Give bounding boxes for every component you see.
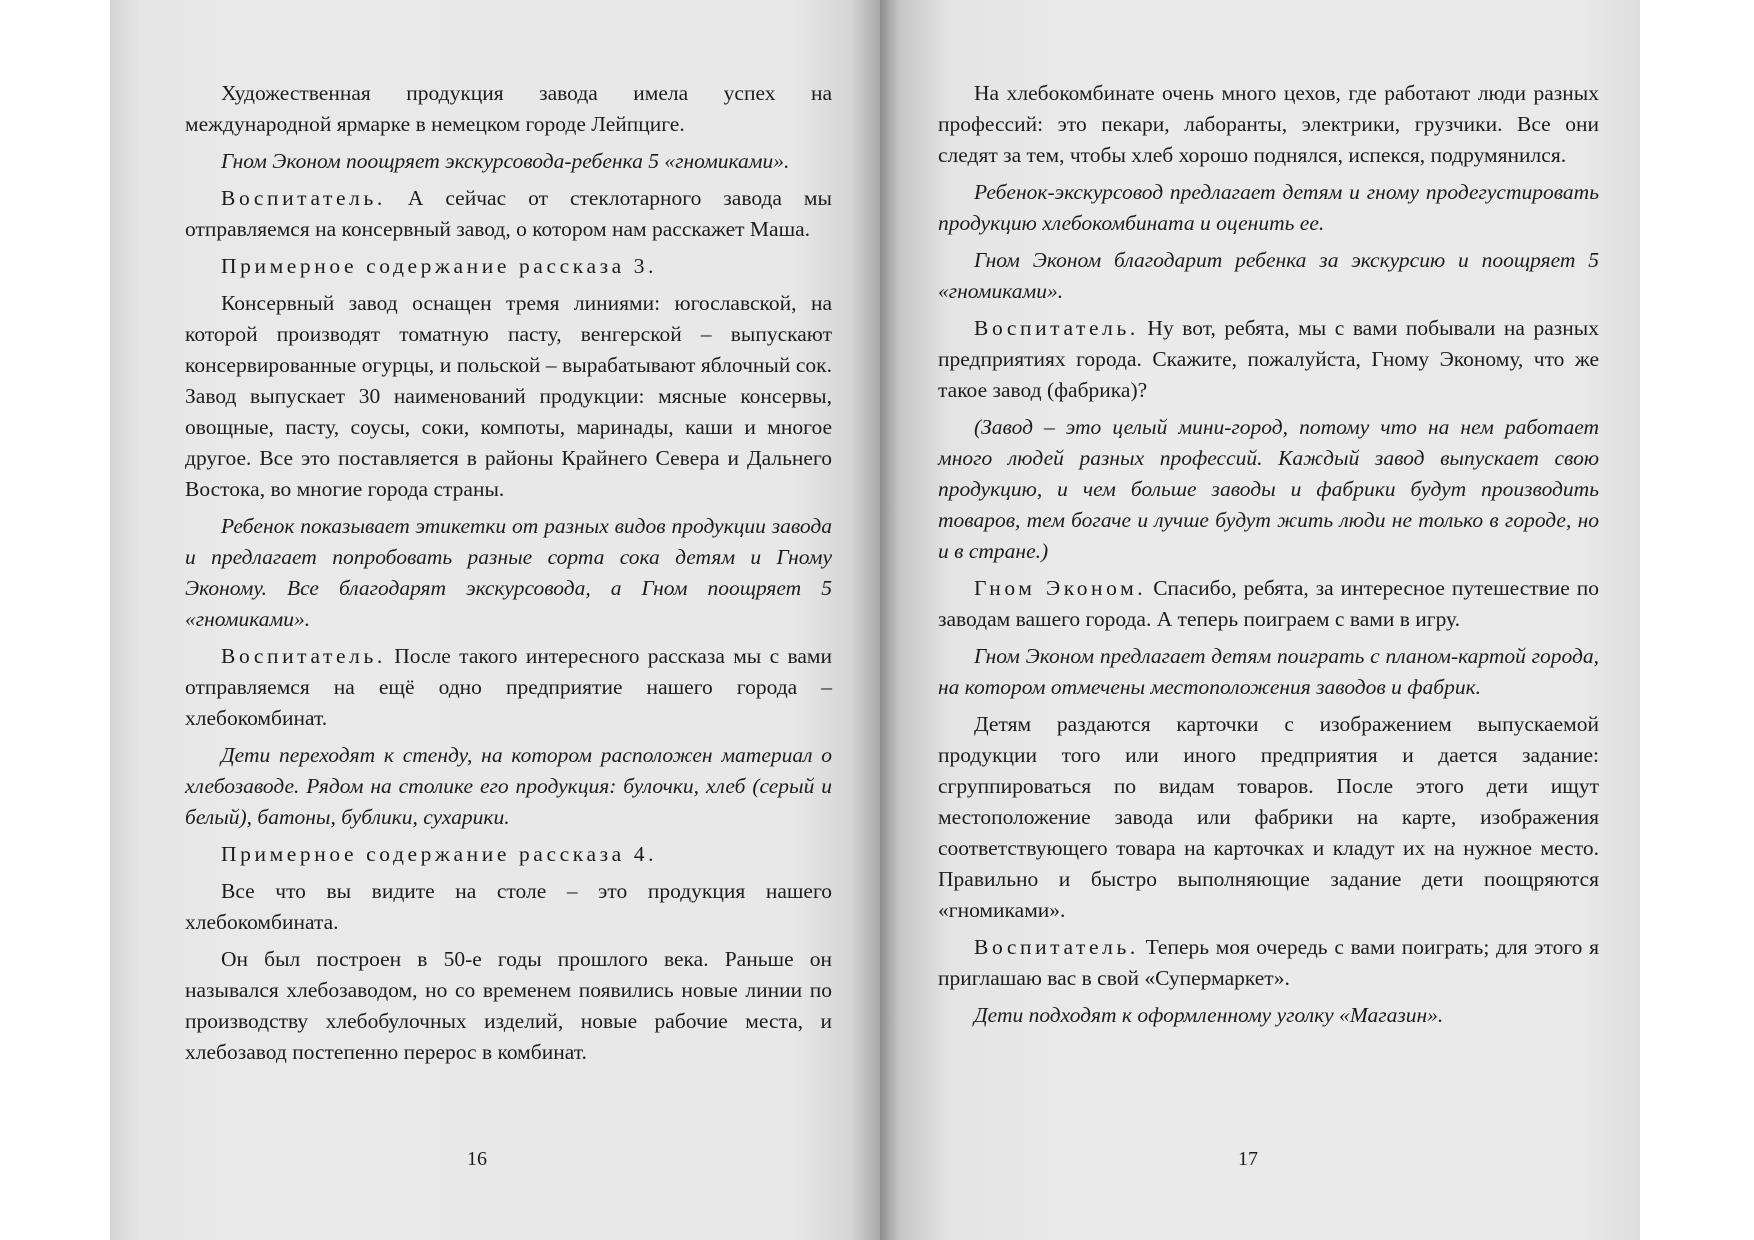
paragraph: Художественная продукция завода имела успех на международной ярмарке в немецком городе Лейпциге. (185, 81, 832, 136)
dialogue-text: Ну вот, ребята, мы с вами побывали на разных предприятиях города. Скажите, пожалуйста, Гному Эконому, что же такое завод (фабрика)? (938, 316, 1599, 402)
dialogue-text: Спасибо, ребята, за интересное путешествие по заводам вашего города. А теперь поиграем с вами в игру. (938, 576, 1599, 631)
paragraph: Консервный завод оснащен тремя линиями: югославской, на которой производят томатную пасту, венгерской – выпускают консервированные огурцы, и польской – вырабатывают яблочный сок. Завод выпускает 30 наименований продукции: мясные консервы, овощные, пасту, соусы, соки, компоты, маринады, каши и многое другое. Все это поставляется в районы Крайнего Севера и Дальнего Востока, во многие города страны. (185, 291, 832, 501)
paragraph: На хлебокомбинате очень много цехов, где работают люди разных профессий: это пекари, лаборанты, электрики, грузчики. Все они следят за тем, чтобы хлеб хорошо поднялся, испекся, подрумянился. (938, 81, 1599, 167)
speaker-label: Воспитатель. (974, 935, 1139, 959)
paragraph: Он был построен в 50-е годы прошлого века. Раньше он назывался хлебозаводом, но со временем появились новые линии по производству хлебобулочных изделий, новые рабочие места, и хлебозавод постепенно перерос в комбинат. (185, 947, 832, 1064)
page-number: 16 (467, 1148, 487, 1170)
paragraph: Все что вы видите на столе – это продукция нашего хлебокомбината. (185, 879, 832, 934)
dialogue-paragraph (185, 641, 832, 734)
right-page-text (938, 78, 1599, 1037)
speaker-label: Воспитатель. (221, 644, 386, 668)
stage-direction: Дети переходят к стенду, на котором расположен материал о хлебозаводе. Рядом на столике его продукция: булочки, хлеб (серый и белый), батоны, бублики, сухарики. (185, 743, 832, 829)
dialogue-paragraph (938, 313, 1599, 406)
right-page (880, 0, 1640, 1240)
stage-direction: Гном Эконом предлагает детям поиграть с планом-картой города, на котором отмечены местоположения заводов и фабрик. (938, 644, 1599, 699)
stage-direction: (Завод – это целый мини-город, потому что на нем работает много людей разных профессий. Каждый завод выпускает свою продукцию, и чем больше заводы и фабрики будут производить товаров, тем богаче и лучше будут жить люди не только в городе, но и в стране.) (938, 415, 1599, 563)
book-spread-scan (110, 0, 1640, 1240)
stage-direction: Дети подходят к оформленному уголку «Магазин». (974, 1003, 1444, 1027)
stage-direction: Гном Эконом поощряет экскурсовода-ребенка 5 «гномиками». (221, 149, 790, 173)
speaker-label: Воспитатель. (221, 186, 386, 210)
dialogue-paragraph (938, 573, 1599, 635)
stage-direction: Ребенок-экскурсовод предлагает детям и гному продегустировать продукцию хлебокомбината и оценить ее. (938, 180, 1599, 235)
section-heading: Примерное содержание рассказа 4. (221, 842, 658, 866)
dialogue-text: А сейчас от стеклотарного завода мы отправляемся на консервный завод, о котором нам расскажет Маша. (185, 186, 832, 241)
left-page-text (185, 78, 832, 1074)
dialogue-text: После такого интересного рассказа мы с вами отправляемся на ещё одно предприятие нашего города – хлебокомбинат. (185, 644, 832, 730)
dialogue-paragraph (938, 932, 1599, 994)
dialogue-text: Теперь моя очередь с вами поиграть; для этого я приглашаю вас в свой «Супермаркет». (938, 935, 1599, 990)
speaker-label: Гном Эконом. (974, 576, 1147, 600)
left-page (110, 0, 880, 1240)
paragraph: Детям раздаются карточки с изображением выпускаемой продукции того или иного предприятия и дается задание: сгруппироваться по видам товаров. После этого дети ищут местоположение завода или фабрики на карте, изображения соответствующего товара на карточках и кладут их на нужное место. Правильно и быстро выполняющие задание дети поощряются «гномиками». (938, 712, 1599, 922)
speaker-label: Воспитатель. (974, 316, 1139, 340)
stage-direction: Ребенок показывает этикетки от разных видов продукции завода и предлагает попробовать разные сорта сока детям и Гному Эконому. Все благодарят экскурсовода, а Гном поощряет 5 «гномиками». (185, 514, 832, 631)
stage-direction: Гном Эконом благодарит ребенка за экскурсию и поощряет 5 «гномиками». (938, 248, 1599, 303)
section-heading: Примерное содержание рассказа 3. (221, 254, 658, 278)
dialogue-paragraph (185, 183, 832, 245)
page-number: 17 (1238, 1148, 1258, 1170)
